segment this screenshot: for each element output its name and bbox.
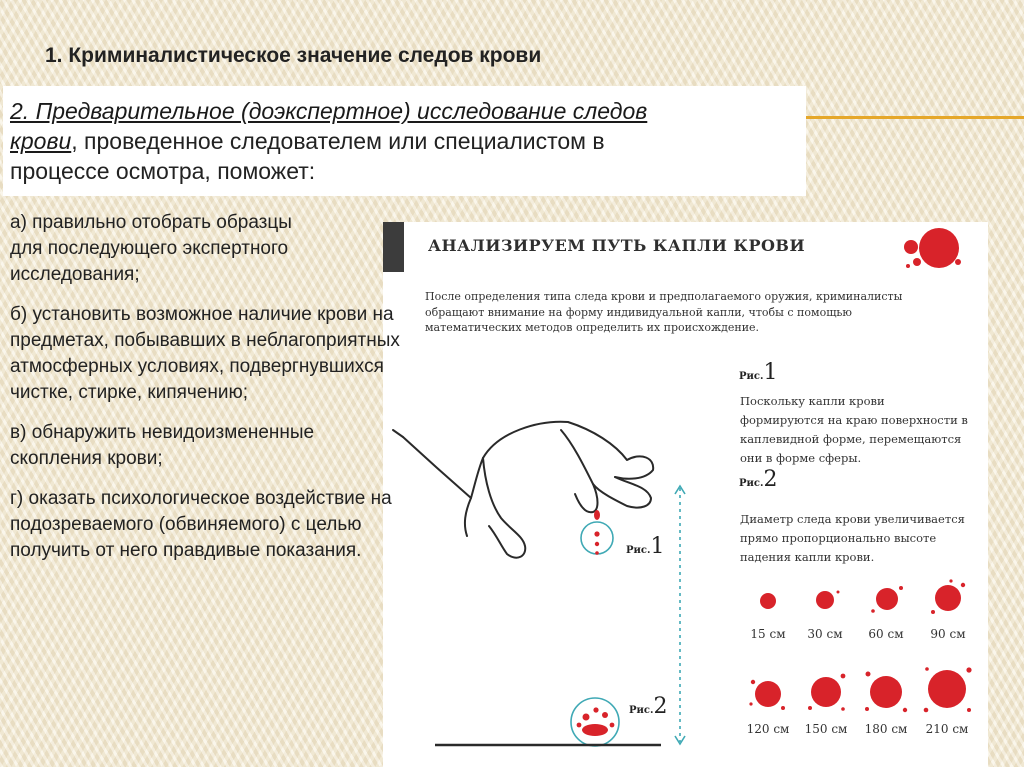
fig2-label-right: Рис.2	[739, 467, 778, 492]
height-label: 210 см	[925, 722, 969, 736]
fig2-circle	[571, 698, 619, 746]
fig1-label-left: Рис.1	[626, 534, 665, 559]
slide-title: 1. Криминалистическое значение следов крови	[45, 44, 542, 67]
benefits-list	[10, 210, 510, 578]
fig1-note: Поскольку капли крови формируются на краю поверхности в каплевидной форме, перемещаются они в форме сферы.	[740, 394, 968, 465]
height-label: 180 см	[864, 722, 908, 736]
height-label: 15 см	[750, 627, 786, 641]
intro-rest-1: , проведенное следователем или специалистом в	[71, 128, 605, 154]
figure-title: АНАЛИЗИРУЕМ ПУТЬ КАПЛИ КРОВИ	[428, 236, 806, 255]
desc-line-2: обращают внимание на форму индивидуальной капли, чтобы с помощью	[425, 305, 852, 319]
list-item: г) оказать психологическое воздействие на подозреваемого (обвиняемого) с целью получить от него правдивые показания.	[10, 488, 392, 561]
intro-rest-2: процессе осмотра, поможет:	[10, 158, 316, 184]
desc-line-3: математических методов определить их происхождение.	[425, 321, 760, 334]
intro-emphasis-2: крови	[10, 128, 72, 154]
desc-line-1: После определения типа следа крови и предполагаемого оружия, криминалисты	[425, 290, 903, 303]
fig1-label-right: Рис.1	[739, 360, 778, 385]
list-item: а) правильно отобрать образцы для последующего экспертного исследования;	[10, 212, 292, 285]
height-label: 150 см	[804, 722, 848, 736]
fig1-circle	[581, 510, 613, 555]
gold-divider	[800, 116, 1024, 119]
list-item: б) установить возможное наличие крови на предметах, побывавших в неблагоприятных атмосферных условиях, подвергнувшихся чистке, стирке, кипячению;	[10, 304, 400, 403]
height-label: 90 см	[930, 627, 966, 641]
fig2-note: Диаметр следа крови увеличивается прямо пропорционально высоте падения капли крови.	[740, 512, 965, 564]
title-drop-icon	[904, 228, 961, 268]
fig2-label-left: Рис.2	[629, 694, 668, 719]
intro-emphasis-1: 2. Предварительное (доэкспертное) исследование следов	[10, 98, 648, 124]
drop-samples	[749, 579, 971, 712]
intro-text	[10, 96, 800, 186]
height-arrow	[675, 486, 685, 744]
height-label: 30 см	[807, 627, 843, 641]
list-item: в) обнаружить невидоизмененные скопления крови;	[10, 422, 315, 469]
height-label: 60 см	[868, 627, 904, 641]
height-label: 120 см	[746, 722, 790, 736]
